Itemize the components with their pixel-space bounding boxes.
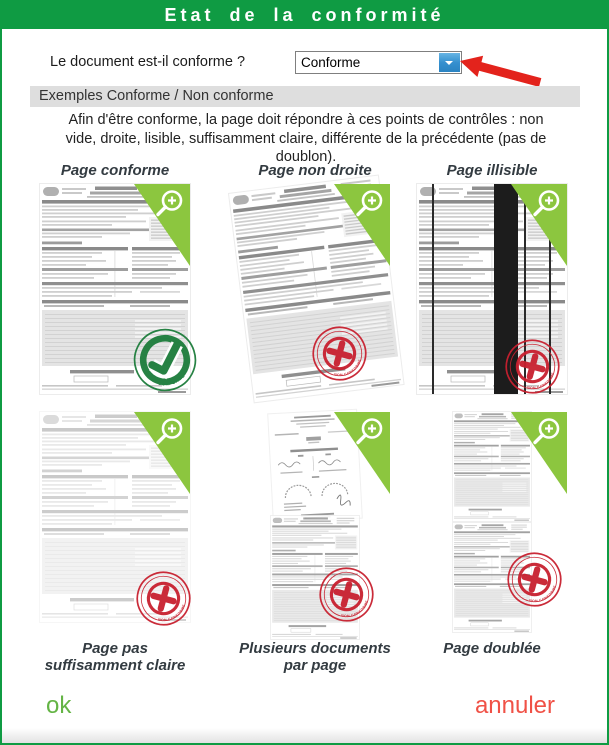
dialog-title: Etat de la conformité [2, 2, 607, 29]
svg-text:NON CONFORME: NON CONFORME [333, 358, 363, 378]
example-label-line: Page illisible [446, 162, 538, 179]
zoom-icon[interactable] [334, 412, 390, 494]
svg-text:NON CONFORME: NON CONFORME [526, 371, 556, 391]
example-label [387, 162, 597, 179]
x-icon [504, 338, 561, 395]
example-label-line: Page non droite [258, 162, 372, 179]
check-icon [132, 327, 198, 393]
x-icon [318, 566, 375, 623]
x-icon [506, 551, 563, 608]
question-label: Le document est-il conforme ? [50, 54, 246, 70]
svg-text:NON CONFORME: NON CONFORME [340, 599, 370, 619]
example-label-line: Plusieurs documents [239, 640, 391, 657]
example-label-line: Page pas [82, 640, 148, 657]
zoom-icon[interactable] [134, 184, 190, 266]
example-label-line: Page doublée [443, 640, 541, 657]
example-label [387, 640, 597, 657]
svg-text:NON CONFORME: NON CONFORME [528, 584, 558, 604]
section-header: Exemples Conforme / Non conforme [30, 86, 580, 107]
x-icon [311, 325, 368, 382]
document-thumbnail-multiple[interactable] [240, 412, 390, 637]
instructions-line: vide, droite, lisible, suffisamment claire, différente de la précédente (pas de [65, 130, 547, 147]
document-thumbnail-straight[interactable] [40, 184, 190, 399]
example-label [10, 640, 220, 674]
cancel-button[interactable]: annuler [474, 692, 555, 719]
instructions-line: doublon). [275, 149, 337, 165]
document-thumbnail-tilted[interactable] [240, 184, 390, 399]
example-label-line: suffisamment claire [44, 657, 186, 674]
example-label-line: par page [283, 657, 347, 674]
zoom-icon[interactable] [334, 184, 390, 266]
document-thumbnail-faded[interactable] [40, 412, 190, 637]
selected-option: Conforme [301, 55, 361, 70]
document-thumbnail-doubled[interactable] [417, 412, 567, 637]
ok-button[interactable]: ok [46, 692, 72, 719]
document-thumbnail-barred[interactable] [417, 184, 567, 399]
zoom-icon[interactable] [511, 184, 567, 266]
dialog-footer-gradient [2, 728, 607, 743]
example-label-line: Page conforme [60, 162, 170, 179]
zoom-icon[interactable] [134, 412, 190, 494]
x-icon [135, 570, 192, 627]
instructions-line: Afin d'être conforme, la page doit répondre à ces points de contrôles : non [68, 112, 544, 128]
zoom-icon[interactable] [511, 412, 567, 494]
example-label [10, 162, 220, 179]
svg-text:NON CONFORME: NON CONFORME [157, 603, 187, 623]
svg-text:CONFORME: CONFORME [157, 373, 186, 387]
examples-grid [2, 2, 607, 743]
